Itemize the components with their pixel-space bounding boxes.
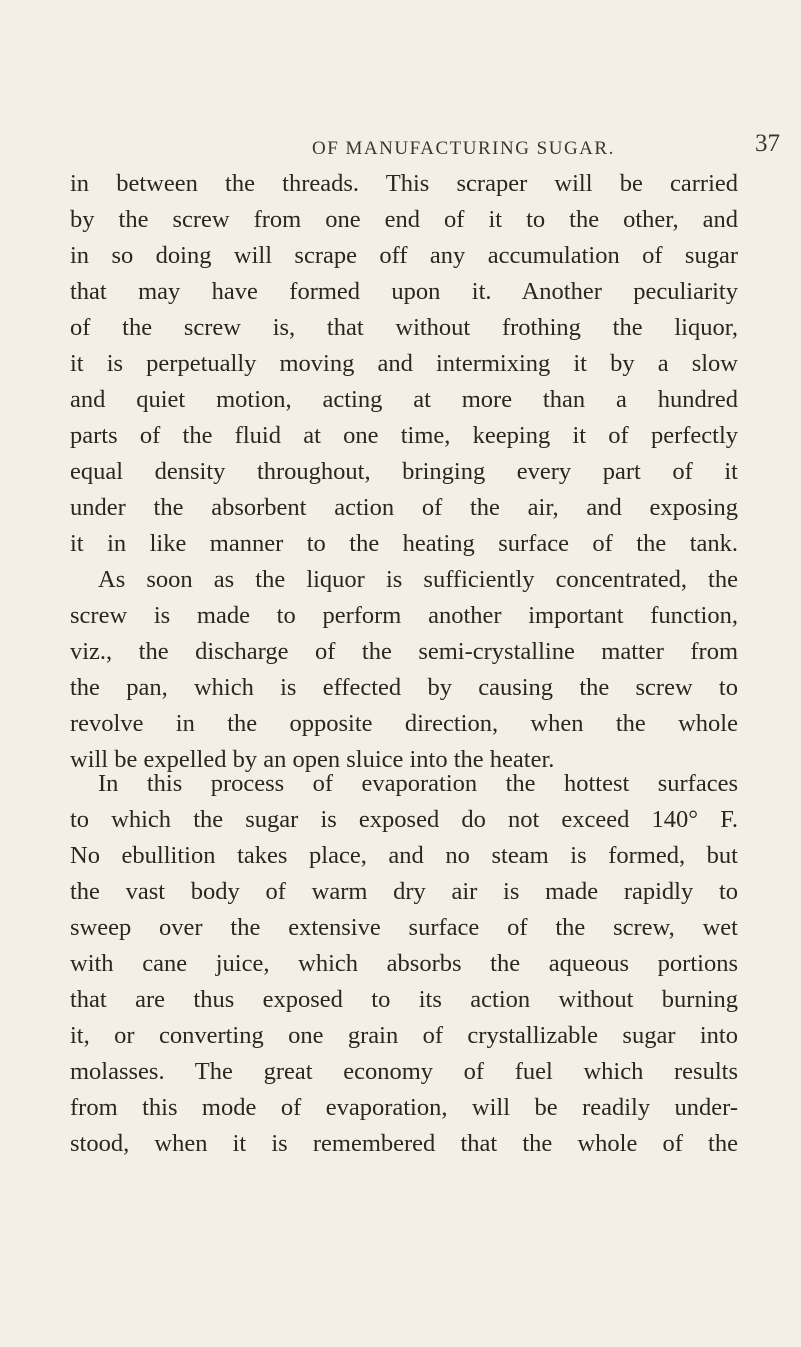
running-title: OF MANUFACTURING SUGAR. — [312, 138, 615, 159]
text-line: that may have formed upon it. Another peculiarity — [70, 278, 738, 305]
page-number: 37 — [755, 130, 780, 157]
text-line: viz., the discharge of the semi-crystalline matter from — [70, 638, 738, 665]
text-line: the vast body of warm dry air is made rapidly to — [70, 878, 738, 905]
text-line: it is perpetually moving and intermixing it by a slow — [70, 350, 738, 377]
text-line: equal density throughout, bringing every part of it — [70, 458, 738, 485]
text-line: to which the sugar is exposed do not exceed 140° F. — [70, 806, 738, 833]
text-line: of the screw is, that without frothing the liquor, — [70, 314, 738, 341]
text-line: molasses. The great economy of fuel which results — [70, 1058, 738, 1085]
text-line: In this process of evaporation the hottest surfaces — [98, 770, 738, 797]
text-line: sweep over the extensive surface of the screw, wet — [70, 914, 738, 941]
text-line: that are thus exposed to its action without burning — [70, 986, 738, 1013]
text-line: it in like manner to the heating surface of the tank. — [70, 530, 738, 557]
text-line: in so doing will scrape off any accumulation of sugar — [70, 242, 738, 269]
text-line: and quiet motion, acting at more than a hundred — [70, 386, 738, 413]
text-line: No ebullition takes place, and no steam is formed, but — [70, 842, 738, 869]
text-line: will be expelled by an open sluice into the heater. — [70, 746, 555, 773]
text-line: it, or converting one grain of crystallizable sugar into — [70, 1022, 738, 1049]
text-line: from this mode of evaporation, will be readily under- — [70, 1094, 738, 1121]
text-line: screw is made to perform another important function, — [70, 602, 738, 629]
text-line: As soon as the liquor is sufficiently concentrated, the — [98, 566, 738, 593]
text-line: with cane juice, which absorbs the aqueous portions — [70, 950, 738, 977]
text-line: by the screw from one end of it to the other, and — [70, 206, 738, 233]
text-line: parts of the fluid at one time, keeping it of perfectly — [70, 422, 738, 449]
text-line: the pan, which is effected by causing the screw to — [70, 674, 738, 701]
text-line: in between the threads. This scraper will be carried — [70, 170, 738, 197]
text-line: under the absorbent action of the air, and exposing — [70, 494, 738, 521]
text-line: revolve in the opposite direction, when the whole — [70, 710, 738, 737]
text-line: stood, when it is remembered that the whole of the — [70, 1130, 738, 1157]
